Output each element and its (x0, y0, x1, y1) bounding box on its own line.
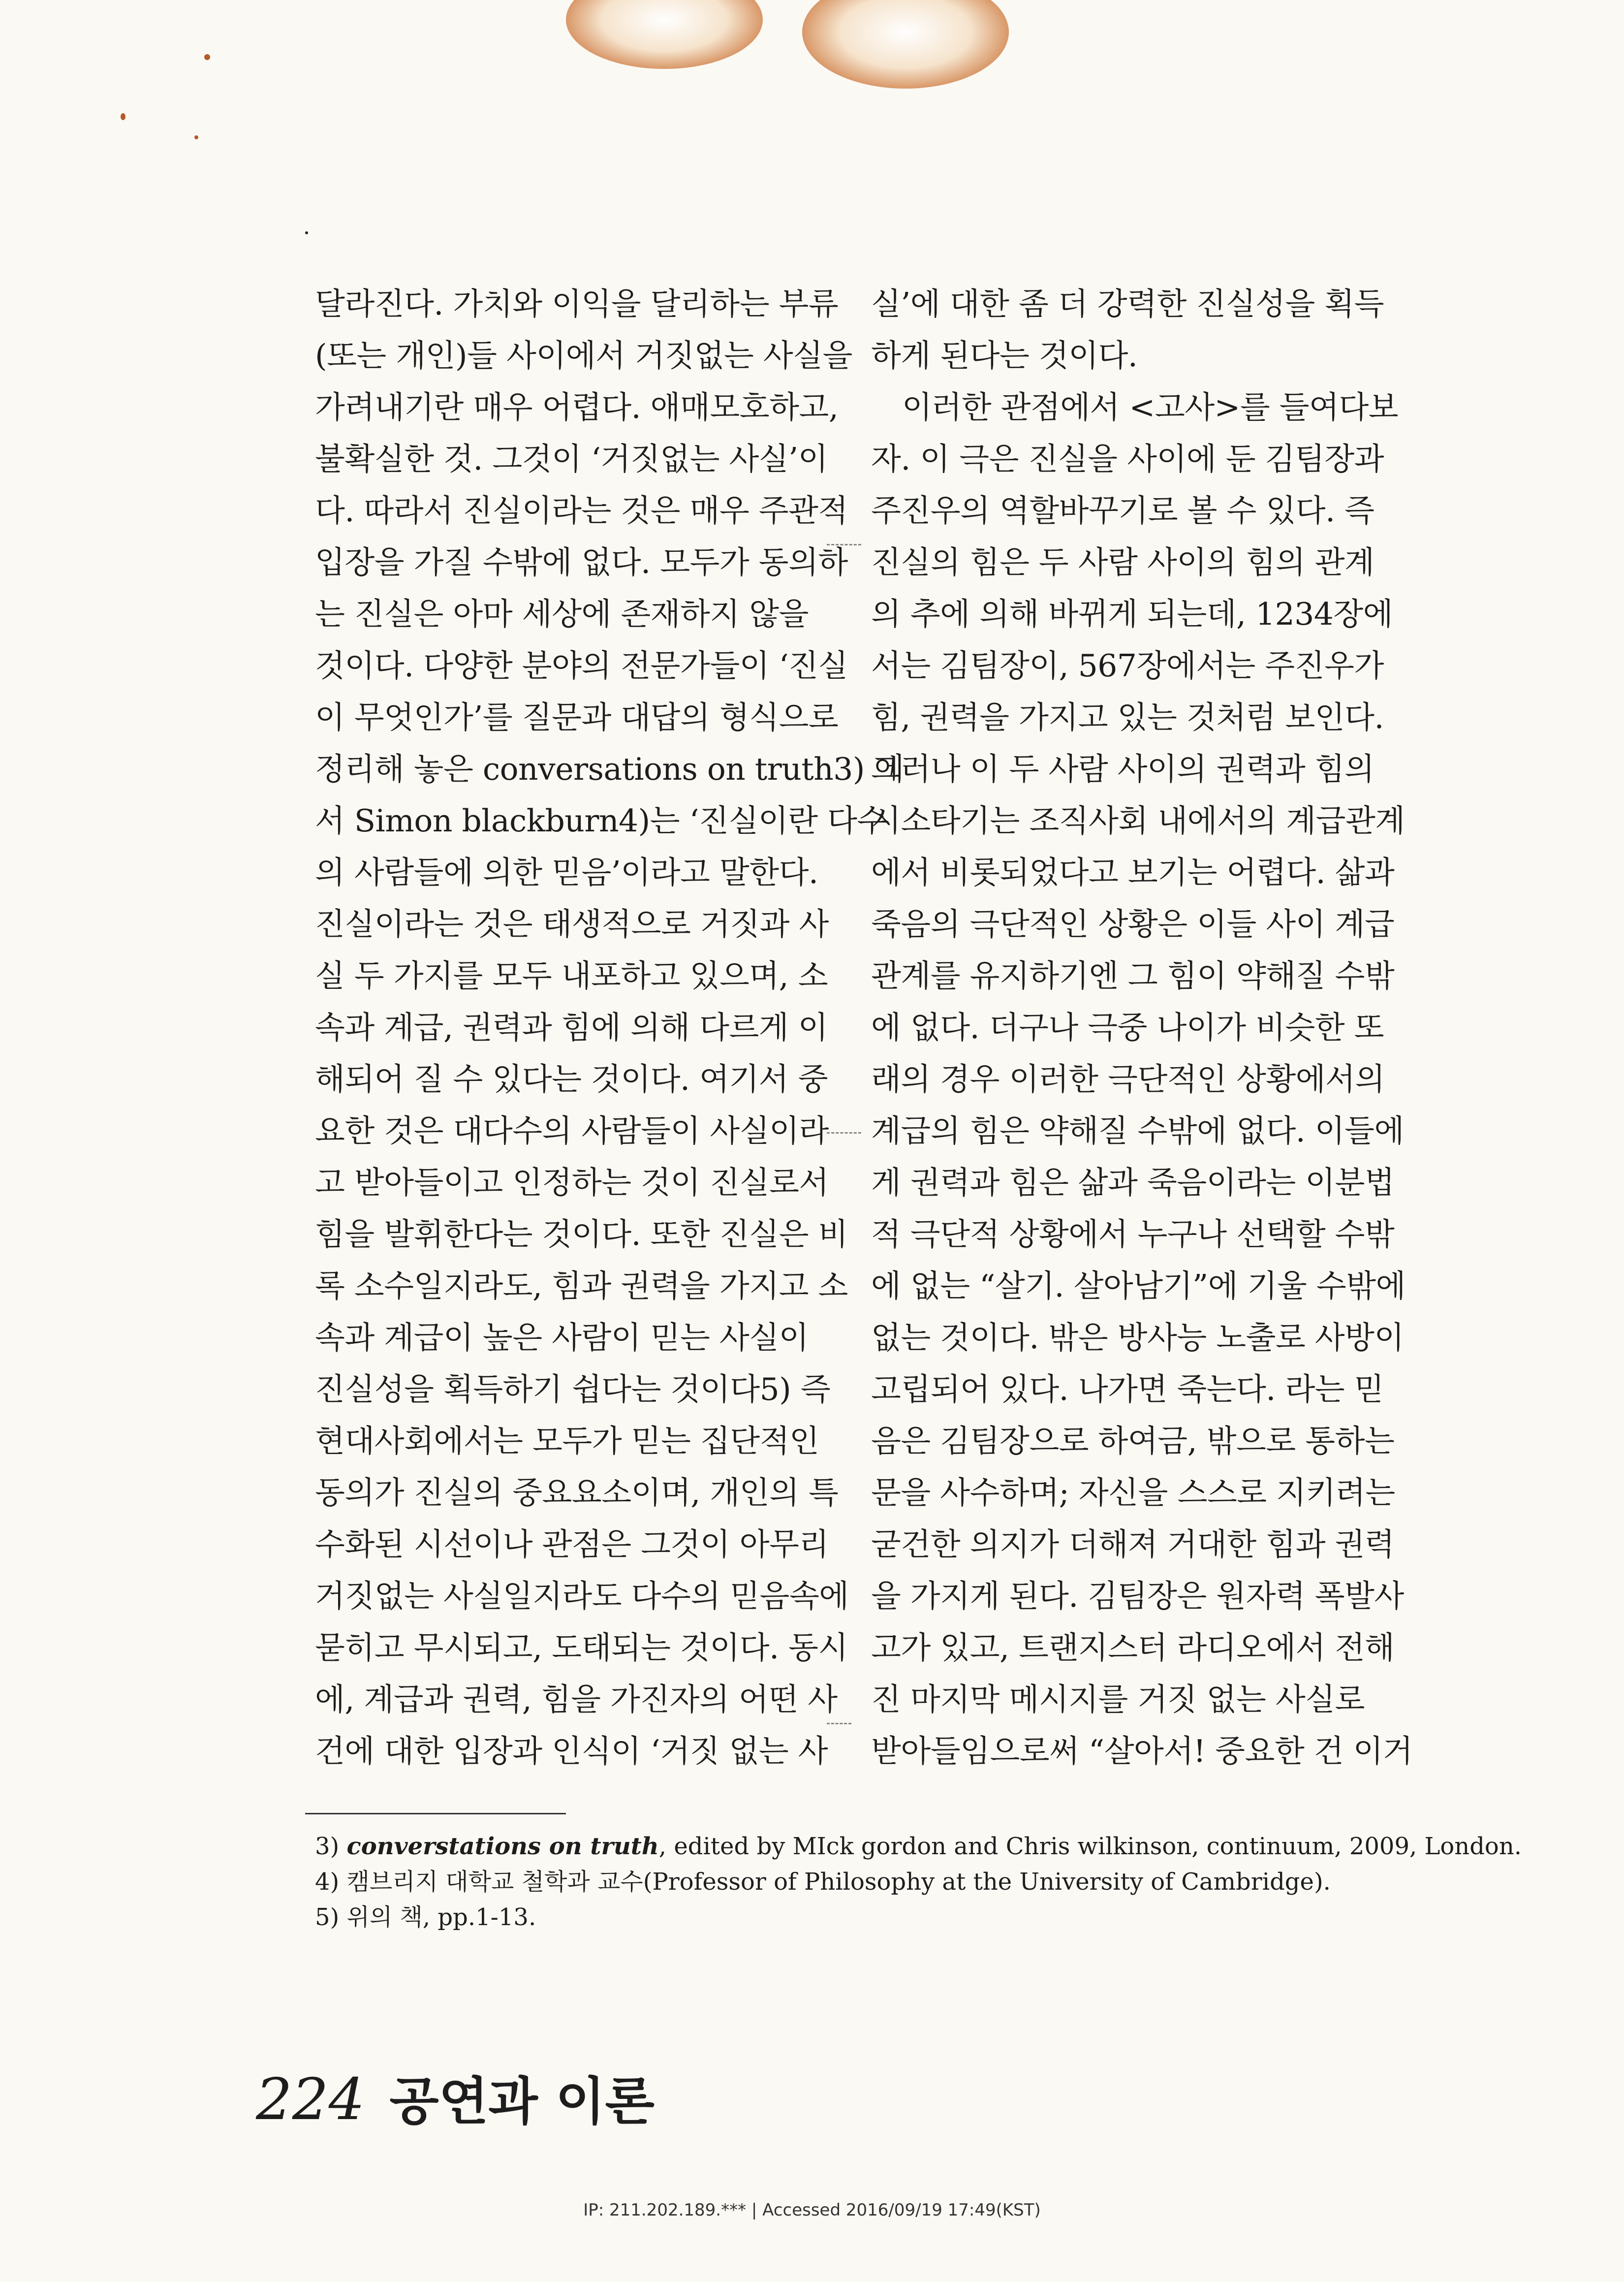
text-line: 힘, 권력을 가지고 있는 것처럼 보인다. (871, 699, 1384, 735)
page-number: 224 (256, 2066, 365, 2133)
text-line: 그러나 이 두 사람 사이의 권력과 힘의 (871, 751, 1374, 787)
text-line: 것이다. 다양한 분야의 전문가들이 ‘진실 (315, 648, 848, 684)
text-line: 입장을 가질 수밖에 없다. 모두가 동의하 (315, 544, 848, 580)
text-line: 거짓없는 사실일지라도 다수의 믿음속에 (315, 1578, 849, 1614)
text-line: 묻히고 무시되고, 도태되는 것이다. 동시 (315, 1630, 848, 1666)
text-line: 달라진다. 가치와 이익을 달리하는 부류 (315, 286, 839, 322)
text-line: 진실이라는 것은 태생적으로 거짓과 사 (315, 906, 829, 942)
text-line: 래의 경우 이러한 극단적인 상황에서의 (871, 1061, 1385, 1097)
footnote-3 (315, 1829, 1522, 1864)
footnotes (315, 1829, 1522, 1935)
ink-speck (121, 113, 125, 120)
text-line: 없는 것이다. 밖은 방사능 노출로 사방이 (871, 1320, 1404, 1356)
text-line: 주진우의 역할바꾸기로 볼 수 있다. 즉 (871, 493, 1374, 529)
text-line: 요한 것은 대다수의 사람들이 사실이라 (315, 1113, 829, 1149)
text-line: 실 두 가지를 모두 내포하고 있으며, 소 (315, 958, 828, 994)
text-line: 고가 있고, 트랜지스터 라디오에서 전해 (871, 1630, 1395, 1666)
text-line: 굳건한 의지가 더해져 거대한 힘과 권력 (871, 1526, 1395, 1562)
text-line: 고 받아들이고 인정하는 것이 진실로서 (315, 1165, 829, 1201)
text-line: 속과 계급이 높은 사람이 믿는 사실이 (315, 1320, 809, 1356)
right-text-column (871, 278, 1413, 1777)
text-line: 이러한 관점에서 <고사>를 들여다보 (902, 389, 1399, 425)
text-line: 에, 계급과 권력, 힘을 가진자의 어떤 사 (315, 1681, 838, 1717)
text-line: 서 Simon blackburn4)는 ‘진실이란 다수 (315, 803, 887, 839)
text-line: 정리해 놓은 conversations on truth3) 에 (315, 751, 904, 787)
text-line: 진실성을 획득하기 쉽다는 것이다5) 즉 (315, 1371, 831, 1407)
text-line: 게 권력과 힘은 삶과 죽음이라는 이분법 (871, 1165, 1395, 1201)
text-line: 에 없는 “살기. 살아남기”에 기울 수밖에 (871, 1268, 1405, 1304)
margin-mark (827, 1723, 851, 1724)
text-line: 이 무엇인가’를 질문과 대답의 형식으로 (315, 699, 839, 735)
journal-title: 공연과 이론 (389, 2071, 655, 2131)
footnote-book-title: converstations on truth (346, 1833, 659, 1860)
text-line: 는 진실은 아마 세상에 존재하지 않을 (315, 596, 809, 632)
text-line: 관계를 유지하기엔 그 힘이 약해질 수밖 (871, 958, 1395, 994)
text-line: 서는 김팀장이, 567장에서는 주진우가 (871, 648, 1384, 684)
footnote-divider (305, 1813, 566, 1814)
text-line: 해되어 질 수 있다는 것이다. 여기서 중 (315, 1061, 828, 1097)
text-line: 실’에 대한 좀 더 강력한 진실성을 획득 (871, 286, 1384, 322)
footnote-number: 4) (315, 1868, 340, 1896)
text-line: 적 극단적 상황에서 누구나 선택할 수밖 (871, 1216, 1395, 1252)
ink-speck (204, 54, 210, 60)
text-line: 고립되어 있다. 나가면 죽는다. 라는 믿 (871, 1371, 1384, 1407)
text-line: 자. 이 극은 진실을 사이에 둔 김팀장과 (871, 441, 1384, 477)
text-line: 문을 사수하며; 자신을 스스로 지키려는 (871, 1475, 1395, 1511)
text-line: (또는 개인)들 사이에서 거짓없는 사실을 (315, 338, 852, 374)
footnote-5 (315, 1900, 1522, 1935)
footnote-text: , edited by MIck gordon and Chris wilkinson, continuum, 2009, London. (658, 1833, 1522, 1860)
footnote-text: 위의 책, pp.1-13. (346, 1903, 536, 1931)
text-line: 의 사람들에 의한 믿음’이라고 말한다. (315, 855, 818, 890)
footnote-number: 3) (315, 1833, 340, 1860)
text-line: 동의가 진실의 중요요소이며, 개인의 특 (315, 1475, 839, 1511)
text-line: 시소타기는 조직사회 내에서의 계급관계 (871, 803, 1405, 839)
margin-mark (827, 1132, 861, 1134)
text-line: 계급의 힘은 약해질 수밖에 없다. 이들에 (871, 1113, 1404, 1149)
text-line: 불확실한 것. 그것이 ‘거짓없는 사실’이 (315, 441, 828, 477)
text-line: 죽음의 극단적인 상황은 이들 사이 계급 (871, 906, 1395, 942)
text-line: 에서 비롯되었다고 보기는 어렵다. 삶과 (871, 855, 1395, 890)
ink-speck (305, 231, 308, 234)
footnote-number: 5) (315, 1903, 340, 1931)
text-line: 건에 대한 입장과 인식이 ‘거짓 없는 사 (315, 1733, 828, 1769)
text-line: 속과 계급, 권력과 힘에 의해 다르게 이 (315, 1010, 828, 1046)
page-footer (256, 2060, 655, 2134)
left-text-column (315, 278, 904, 1777)
text-line: 현대사회에서는 모두가 믿는 집단적인 (315, 1423, 819, 1459)
text-line: 음은 김팀장으로 하여금, 밖으로 통하는 (871, 1423, 1395, 1459)
text-line: 받아들임으로써 “살아서! 중요한 건 이거 (871, 1733, 1413, 1769)
text-line: 힘을 발휘한다는 것이다. 또한 진실은 비 (315, 1216, 848, 1252)
text-line: 진 마지막 메시지를 거짓 없는 사실로 (871, 1681, 1365, 1717)
access-info: IP: 211.202.189.*** | Accessed 2016/09/19 17:49(KST) (583, 2200, 1041, 2220)
text-line: 의 추에 의해 바뀌게 되는데, 1234장에 (871, 596, 1393, 632)
text-line: 을 가지게 된다. 김팀장은 원자력 폭발사 (871, 1578, 1404, 1614)
text-line: 하게 된다는 것이다. (871, 338, 1138, 374)
ink-speck (194, 135, 198, 139)
footnote-text: 캠브리지 대학교 철학과 교수(Professor of Philosophy at the University of Cambridge). (346, 1868, 1331, 1896)
text-line: 록 소수일지라도, 힘과 권력을 가지고 소 (315, 1268, 848, 1304)
tape-stain-right (802, 0, 1009, 89)
text-line: 다. 따라서 진실이라는 것은 매우 주관적 (315, 493, 848, 529)
text-line: 수화된 시선이나 관점은 그것이 아무리 (315, 1526, 829, 1562)
footnote-4 (315, 1864, 1522, 1900)
text-line: 에 없다. 더구나 극중 나이가 비슷한 또 (871, 1010, 1384, 1046)
tape-stain-left (566, 0, 763, 69)
text-line: 가려내기란 매우 어렵다. 애매모호하고, (315, 389, 839, 425)
text-line: 진실의 힘은 두 사람 사이의 힘의 관계 (871, 544, 1374, 580)
